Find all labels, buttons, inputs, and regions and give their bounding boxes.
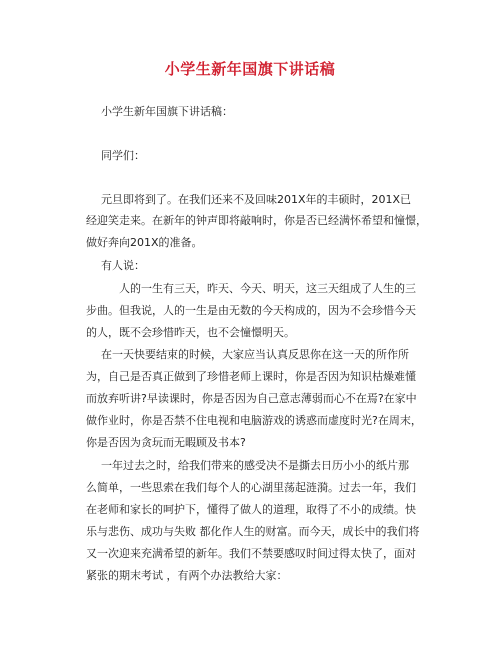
body-line: 做作业时，你是否禁不住电视和电脑游戏的诱惑而虚度时光?在周末， xyxy=(86,414,422,427)
body-line: 乐与悲伤、成功与失败 都化作人生的财富。而今天，成长中的我们将 xyxy=(86,525,420,538)
body-line: 又一次迎来充满希望的新年。我们不禁要感叹时间过得太快了，面对 xyxy=(86,547,416,560)
body-line: 有人说： xyxy=(101,259,145,272)
body-line: 么简单，一些思索在我们每个人的心湖里荡起涟漪。过去一年，我们 xyxy=(86,481,416,494)
body-line: 的人，既不会珍惜昨天，也不会憧憬明天。 xyxy=(86,326,295,339)
body-line: 在一天快要结束的时候，大家应当认真反思你在这一天的所作所 xyxy=(101,348,409,361)
body-line: 而放弃听讲?早读课时，你是否因为自己意志薄弱而心不在焉?在家中 xyxy=(86,392,417,405)
greeting: 同学们： xyxy=(101,149,145,162)
body-line: 为，自己是否真正做到了珍惜老师上课时，你是否因为知识枯燥难懂 xyxy=(86,370,416,383)
document-title: 小学生新年国旗下讲话稿 xyxy=(164,60,336,78)
document-subtitle: 小学生新年国旗下讲话稿： xyxy=(101,105,233,118)
body-line: 元旦即将到了。在我们还来不及回味201X年的丰硕时，201X已 xyxy=(101,193,412,206)
body-line: 一年过去之时，给我们带来的感受决不是撕去日历小小的纸片那 xyxy=(101,459,409,472)
body-line: 人的一生有三天，昨天、今天、明天，这三天组成了人生的三 xyxy=(119,282,416,295)
body-line: 步曲。但我说，人的一生是由无数的今天构成的，因为不会珍惜今天 xyxy=(86,304,416,317)
body-line: 紧张的期末考试 ，有两个办法教给大家： xyxy=(86,569,288,582)
body-line: 你是否因为贪玩而无暇顾及书本? xyxy=(86,436,246,449)
body-line: 经迎笑走来。在新年的钟声即将敲响时，你是否已经满怀希望和憧憬， xyxy=(86,214,427,227)
body-line: 在老师和家长的呵护下，懂得了做人的道理，取得了不小的成绩。快 xyxy=(86,503,416,516)
body-line: 做好奔向201X的准备。 xyxy=(86,236,203,249)
